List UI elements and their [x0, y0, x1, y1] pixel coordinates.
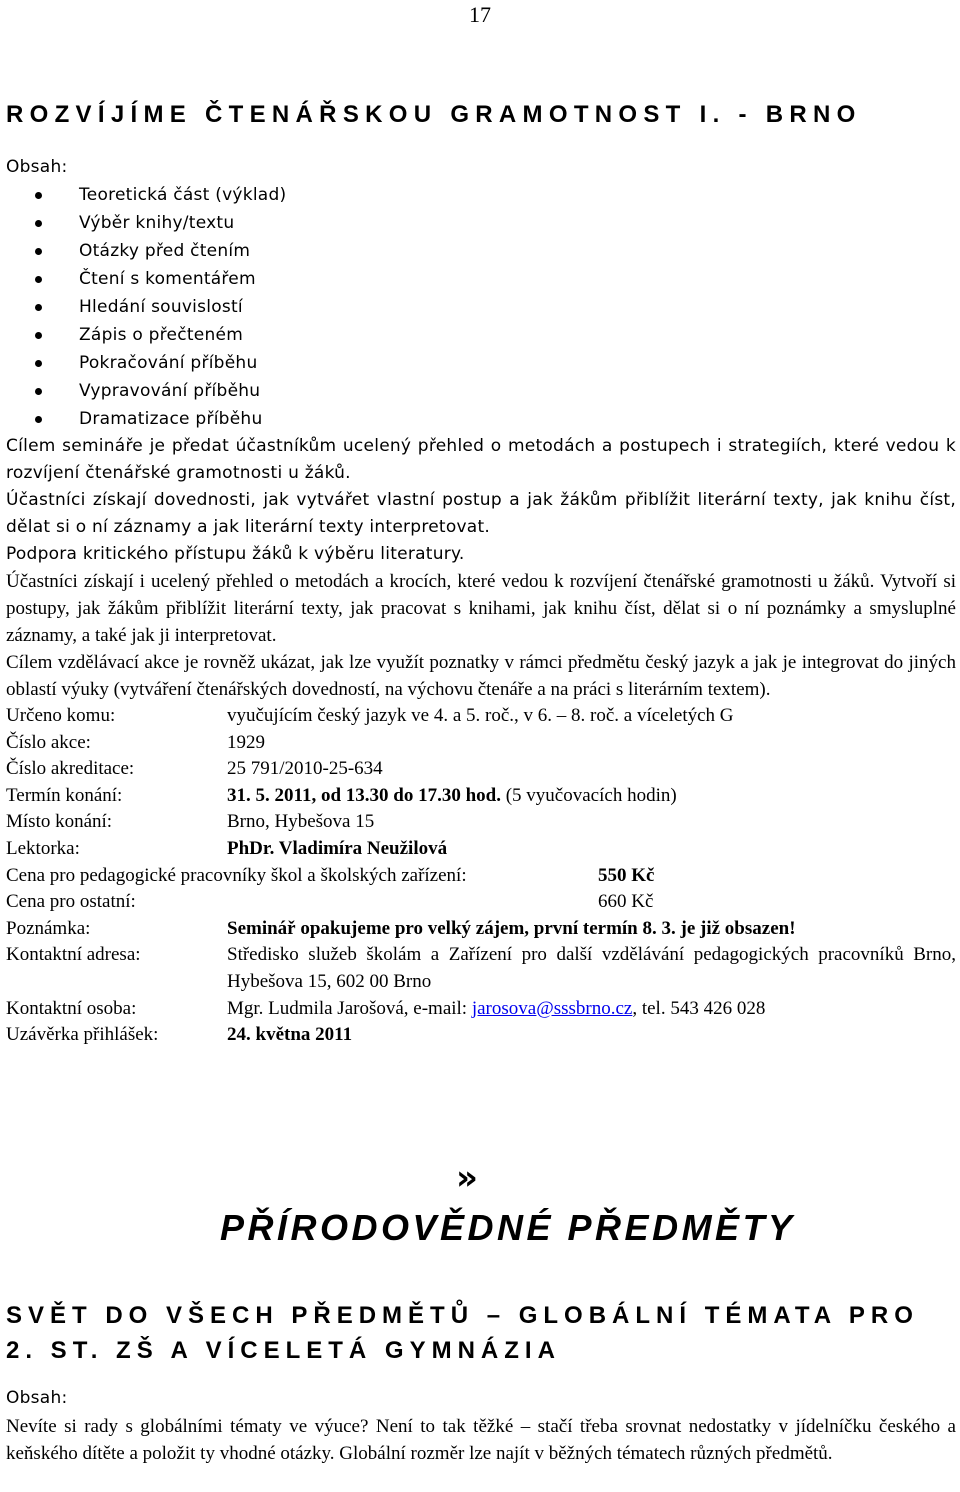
- price-value: 550 Kč: [598, 864, 655, 886]
- detail-label: Cena pro ostatní:: [6, 891, 136, 913]
- detail-row: [6, 996, 956, 1023]
- bullet-icon: [35, 332, 42, 339]
- list-item: Výběr knihy/textu: [6, 209, 956, 237]
- price-row: [6, 889, 956, 916]
- detail-label: Termín konání:: [6, 784, 123, 806]
- section-heading: ROZVÍJÍME ČTENÁŘSKOU GRAMOTNOST I. - BRNO: [6, 101, 862, 128]
- obsah-label: Obsah:: [6, 1388, 68, 1408]
- detail-label: Kontaktní osoba:: [6, 997, 137, 1019]
- list-item: Pokračování příběhu: [6, 349, 956, 377]
- bullet-icon: [35, 304, 42, 311]
- detail-label: Kontaktní adresa:: [6, 944, 141, 966]
- detail-label: Poznámka:: [6, 917, 91, 939]
- price-value: 660 Kč: [598, 891, 654, 913]
- obsah-label: Obsah:: [6, 157, 68, 177]
- detail-value: [227, 783, 956, 810]
- detail-row: [6, 889, 956, 916]
- detail-label: Uzávěrka přihlášek:: [6, 1024, 159, 1046]
- detail-label: Cena pro pedagogické pracovníky škol a školských zařízení:: [6, 864, 467, 886]
- bullet-icon: [35, 248, 42, 255]
- price-row: [6, 863, 956, 890]
- detail-row: [6, 703, 956, 730]
- detail-row: [6, 783, 956, 810]
- detail-value: 24. května 2011: [227, 1024, 353, 1046]
- detail-row: [6, 863, 956, 890]
- list-item: Dramatizace příběhu: [6, 405, 956, 433]
- detail-row: [6, 730, 956, 757]
- bullet-icon: [35, 220, 42, 227]
- detail-label: Určeno komu:: [6, 705, 116, 726]
- list-item: Hledání souvislostí: [6, 293, 956, 321]
- bullet-icon: [35, 388, 42, 395]
- support-paragraph: Podpora kritického přístupu žáků k výběru literatury.: [6, 544, 465, 564]
- detail-value: Středisko služeb školám a Zařízení pro další vzdělávání pedagogických pracovníků Brno, Hybešova 15, 602 00 Brno: [227, 944, 956, 992]
- detail-value: Brno, Hybešova 15: [227, 811, 375, 833]
- course-details: [6, 703, 956, 1049]
- intro-paragraph: Nevíte si rady s globálními tématy ve výuce? Není to tak těžké – stačí třeba srovnat nedostatky v jídelníčku českého a keňského dítěte a položit ty vhodné otázky. Globální rozměr lze najít v běžných tématech různých předmětů.: [6, 1416, 956, 1464]
- contact-name: Mgr. Ludmila Jarošová, e-mail:: [227, 997, 472, 1019]
- detail-label: Číslo akreditace:: [6, 758, 135, 780]
- detail-label: Lektorka:: [6, 837, 80, 859]
- contact-phone: , tel. 543 426 028: [632, 997, 766, 1019]
- detail-value: 25 791/2010-25-634: [227, 758, 383, 780]
- detail-row: [6, 916, 956, 943]
- course-section: [6, 1384, 956, 1467]
- detail-label: Číslo akce:: [6, 731, 91, 753]
- detail-value: Seminář opakujeme pro velký zájem, první termín 8. 3. je již obsazen!: [227, 917, 796, 939]
- detail-value: [227, 836, 956, 863]
- bullet-icon: [35, 416, 42, 423]
- detail-value: vyučujícím český jazyk ve 4. a 5. roč., v 6. – 8. roč. a víceletých G: [227, 705, 734, 726]
- aim-paragraph: Cílem vzdělávací akce je rovněž ukázat, jak lze využít poznatky v rámci předmětu český jazyk a jak je integrovat do jiných oblastí výuky (vytváření čtenářských dovedností, na výchovu čtenáře a na práci s literárním textem).: [6, 652, 956, 700]
- list-item: Čtení s komentářem: [6, 265, 956, 293]
- bullet-icon: [35, 360, 42, 367]
- skills-paragraph: Účastníci získají dovednosti, jak vytvářet vlastní postup a jak žákům přiblížit literární texty, jak knihu číst, dělat si o ní záznamy a jak literární texty interpretovat.: [6, 490, 956, 537]
- detail-row: [6, 1022, 956, 1049]
- detail-value: [227, 996, 956, 1023]
- detail-row: [6, 756, 956, 783]
- double-arrow-icon: »: [456, 1158, 478, 1198]
- lecturer-name: Vladimíra Neužilová: [274, 837, 448, 859]
- term-hours: (5 vyučovacích hodin): [500, 784, 677, 806]
- section-heading: SVĚT DO VŠECH PŘEDMĚTŮ – GLOBÁLNÍ TÉMATA PRO 2. ST. ZŠ A VÍCELETÁ GYMNÁZIA: [6, 1302, 919, 1364]
- list-item: Teoretická část (výklad): [6, 181, 956, 209]
- list-item: Otázky před čtením: [6, 237, 956, 265]
- detail-value: 1929: [227, 731, 265, 753]
- bullet-icon: [35, 192, 42, 199]
- detail-label: Místo konání:: [6, 811, 113, 833]
- content-list: [6, 181, 956, 433]
- course-section: [6, 153, 956, 1049]
- detail-row: [6, 942, 956, 995]
- detail-row: [6, 809, 956, 836]
- list-item: Zápis o přečteném: [6, 321, 956, 349]
- email-link[interactable]: jarosova@sssbrno.cz: [471, 997, 633, 1019]
- category-title: PŘÍRODOVĚDNÉ PŘEDMĚTY: [220, 1207, 796, 1248]
- page-number: 17: [469, 2, 491, 27]
- goal-paragraph: Cílem semináře je předat účastníkům ucelený přehled o metodách a postupech i strategiích, které vedou k rozvíjení čtenářské gramotnosti u žáků.: [6, 436, 956, 483]
- overview-paragraph: Účastníci získají i ucelený přehled o metodách a krocích, které vedou k rozvíjení čtenářské gramotnosti u žáků. Vytvoří si postupy, jak žákům přiblížit literární texty, jak pracovat s knihami, jak knihu číst, dělat si o ní poznámky a smysluplné záznamy, a také jak ji interpretovat.: [6, 571, 956, 646]
- lecturer-title: PhDr.: [227, 837, 275, 859]
- list-item: Vypravování příběhu: [6, 377, 956, 405]
- term-date: 31. 5. 2011, od 13.30 do 17.30 hod.: [227, 784, 501, 806]
- bullet-icon: [35, 276, 42, 283]
- detail-row: [6, 836, 956, 863]
